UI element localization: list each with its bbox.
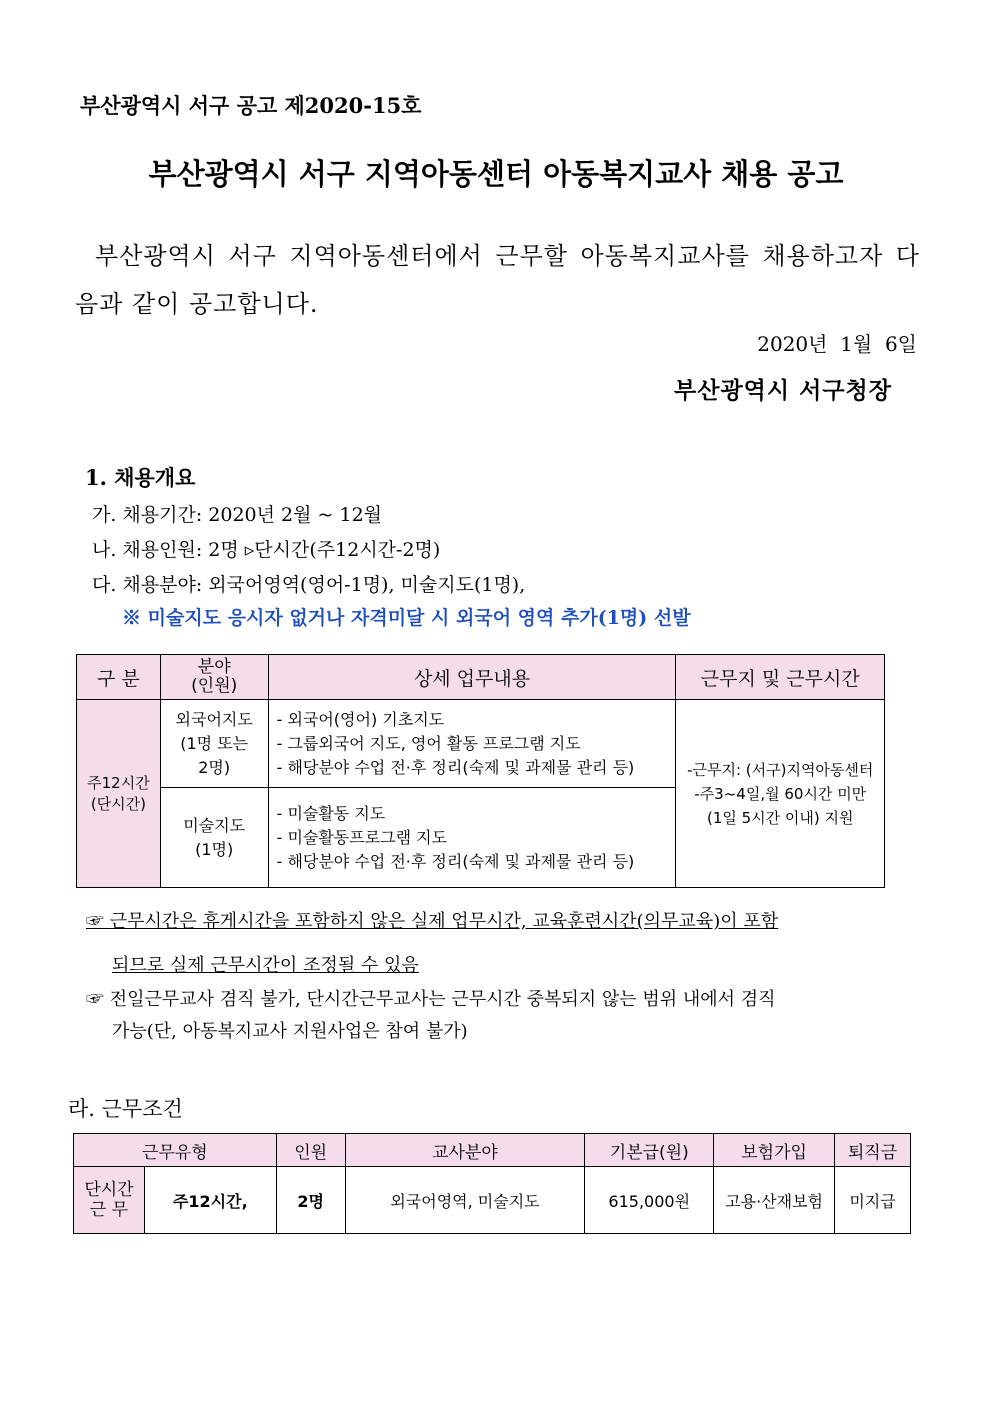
intro-paragraph: 부산광역시 서구 지역아동센터에서 근무할 아동복지교사를 채용하고자 다음과 같이 공고합니다. (75, 242, 920, 318)
header-insurance: 보험가입 (714, 1134, 835, 1167)
duty-table (76, 654, 885, 888)
count-cell: 2명 (276, 1167, 345, 1234)
field-line: (1명) (195, 839, 234, 859)
category-cell (77, 700, 161, 888)
table-row (77, 700, 885, 788)
field-line: 2명) (198, 757, 231, 777)
header-type: 근무유형 (74, 1134, 277, 1167)
task-line: - 미술활동프로그램 지도 (276, 827, 448, 847)
recruit-field: 다. 채용분야: 외국어영역(영어-1명), 미술지도(1명), (92, 574, 526, 596)
field-line: (1명 또는 (180, 733, 249, 753)
section-heading-conditions: 라. 근무조건 (68, 1097, 183, 1121)
table-row (74, 1167, 911, 1234)
category-line: (단시간) (90, 794, 146, 813)
notice-date: 2020년 1월 6일 (757, 332, 917, 356)
insurance-cell: 고용·산재보험 (714, 1167, 835, 1234)
header-tasks: 상세 업무내용 (268, 655, 676, 700)
header-severance: 퇴직금 (835, 1134, 911, 1167)
header-count: 인원 (276, 1134, 345, 1167)
type-line: 단시간 (84, 1180, 134, 1200)
recruit-period: 가. 채용기간: 2020년 2월 ~ 12월 (92, 504, 383, 526)
header-category: 구 분 (77, 655, 161, 700)
task-line: - 미술활동 지도 (276, 803, 386, 823)
special-note: ※ 미술지도 응시자 없거나 자격미달 시 외국어 영역 추가(1명) 선발 (122, 607, 691, 629)
issuer: 부산광역시 서구청장 (674, 377, 892, 404)
place-line: -근무지: (서구)지역아동센터 (687, 760, 874, 779)
place-line: -주3~4일,월 60시간 미만 (694, 784, 867, 803)
field-cell-language (160, 700, 268, 788)
header-field (160, 655, 268, 700)
note-concurrent-job-cont: 가능(단, 아동복지교사 지원사업은 참여 불가) (112, 1021, 468, 1042)
recruit-headcount: 나. 채용인원: 2명 ▹단시간(주12시간-2명) (92, 539, 441, 561)
section-heading-overview: 1. 채용개요 (85, 465, 196, 490)
field-cell: 외국어영역, 미술지도 (345, 1167, 585, 1234)
note-concurrent-job: ☞ 전일근무교사 겸직 불가, 단시간근무교사는 근무시간 중복되지 않는 범위 내에서 겸직 (86, 989, 776, 1010)
header-salary: 기본급(원) (585, 1134, 714, 1167)
conditions-table (73, 1133, 911, 1234)
task-line: - 외국어(영어) 기초지도 (276, 709, 445, 729)
task-line: - 그룹외국어 지도, 영어 활동 프로그램 지도 (276, 733, 581, 753)
hours-cell: 주12시간, (144, 1167, 276, 1234)
table-header-row (74, 1134, 911, 1167)
header-place: 근무지 및 근무시간 (676, 655, 885, 700)
type-cell (74, 1167, 145, 1234)
field-line: 미술지도 (183, 815, 246, 835)
task-line: - 해당분야 수업 전·후 정리(숙제 및 과제물 관리 등) (276, 851, 635, 871)
tasks-cell-art (268, 788, 676, 888)
page-title: 부산광역시 서구 지역아동센터 아동복지교사 채용 공고 (148, 157, 844, 191)
header-field-line: (인원) (191, 676, 238, 696)
salary-cell: 615,000원 (585, 1167, 714, 1234)
notice-number: 부산광역시 서구 공고 제2020-15호 (80, 93, 422, 118)
field-cell-art (160, 788, 268, 888)
table-header-row (77, 655, 885, 700)
note-work-hours-cont: 되므로 실제 근무시간이 조정될 수 있음 (112, 955, 419, 976)
type-line: 근 무 (89, 1200, 129, 1220)
tasks-cell-language (268, 700, 676, 788)
header-field-line: 분야 (197, 657, 231, 677)
place-cell (676, 700, 885, 888)
category-line: 주12시간 (87, 773, 150, 792)
header-field: 교사분야 (345, 1134, 585, 1167)
place-line: (1일 5시간 이내) 지원 (706, 808, 854, 827)
severance-cell: 미지급 (835, 1167, 911, 1234)
note-work-hours: ☞ 근무시간은 휴게시간을 포함하지 않은 실제 업무시간, 교육훈련시간(의무교육)이 포함 (86, 911, 779, 932)
task-line: - 해당분야 수업 전·후 정리(숙제 및 과제물 관리 등) (276, 757, 635, 777)
field-line: 외국어지도 (175, 709, 253, 729)
